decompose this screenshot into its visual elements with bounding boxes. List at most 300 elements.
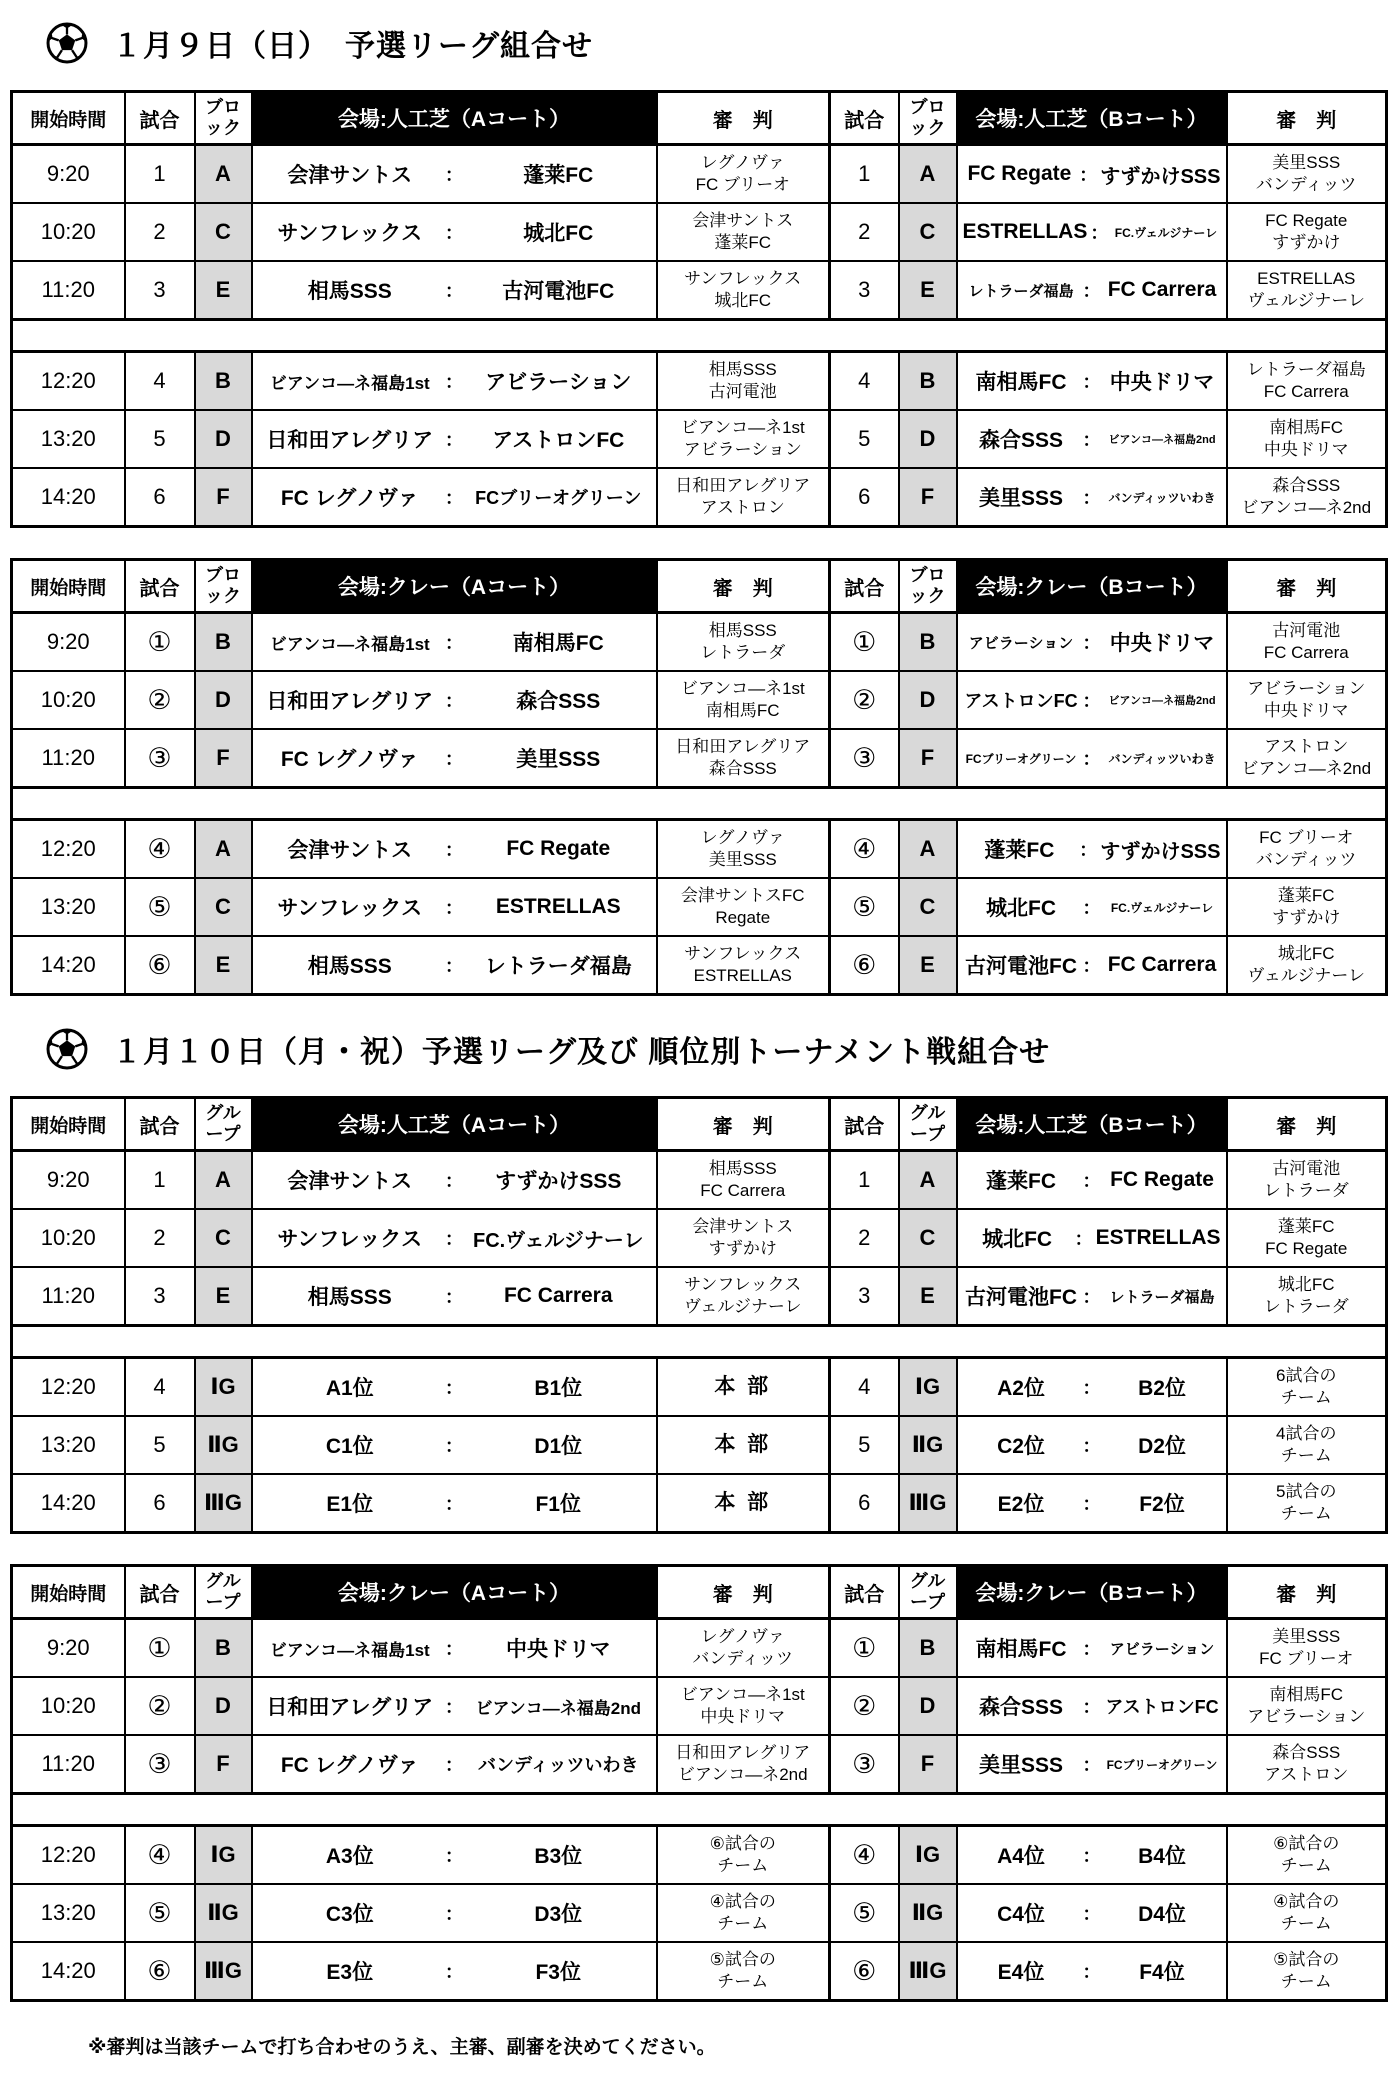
away-team: FC Carrera — [1107, 278, 1217, 301]
referee-cell — [1227, 1358, 1387, 1417]
away-team: D3位 — [534, 1903, 583, 1926]
match-number: 3 — [830, 261, 899, 320]
match-number: 4 — [830, 1358, 899, 1417]
referee-cell — [657, 820, 830, 879]
versus-colon: ： — [445, 898, 463, 918]
referee-name: 美里SSS — [1272, 1626, 1341, 1646]
start-time: 9:20 — [12, 613, 125, 672]
referee-cell — [1227, 1416, 1387, 1474]
block-label: D — [899, 1677, 957, 1735]
versus-colon: ： — [1074, 1229, 1093, 1249]
away-team: 古河電池FC — [502, 280, 615, 303]
spacer-row — [12, 1326, 1387, 1358]
col-header-start-time: 開始時間 — [12, 560, 125, 613]
versus-colon: ： — [445, 281, 463, 301]
match-number: ⑥ — [125, 936, 195, 995]
match-number: 6 — [830, 468, 899, 527]
soccer-ball-icon — [44, 20, 90, 66]
block-label: A — [195, 1151, 252, 1210]
referee-name: FC Regate — [1265, 1239, 1348, 1258]
match-number: ④ — [125, 1826, 195, 1885]
referee-name: 本 部 — [714, 1375, 772, 1399]
match-cell — [252, 1358, 657, 1417]
block-label: ⅠG — [899, 1358, 957, 1417]
start-time: 13:20 — [12, 1416, 125, 1474]
match-cell — [957, 1267, 1227, 1326]
referee-cell — [657, 352, 830, 411]
referee-cell — [1227, 878, 1387, 936]
versus-colon: ： — [1082, 1755, 1101, 1775]
versus-colon: ： — [445, 1639, 463, 1659]
home-team: 南相馬FC — [975, 1638, 1067, 1661]
away-team: 森合SSS — [516, 690, 601, 713]
referee-name: レトラーダ — [1263, 1181, 1349, 1200]
away-team: ビアンコ―ネ福島2nd — [1108, 434, 1216, 446]
referee-name: サンフレックス — [684, 268, 802, 288]
referee-name: ビアンコ―ネ1st — [680, 1684, 805, 1704]
block-label: ⅢG — [899, 1474, 957, 1533]
referee-name: ビアンコ―ネ2nd — [1241, 498, 1372, 517]
home-team: E3位 — [326, 1961, 374, 1984]
match-number: 6 — [125, 1474, 195, 1533]
referee-name: 美里SSS — [1272, 152, 1341, 172]
start-time: 10:20 — [12, 203, 125, 261]
match-cell — [252, 1677, 657, 1735]
away-team: ESTRELLAS — [1095, 1226, 1221, 1249]
away-team: ESTRELLAS — [495, 895, 621, 918]
match-number: 4 — [125, 352, 195, 411]
match-cell — [957, 1151, 1227, 1210]
versus-colon: ： — [1082, 281, 1101, 301]
col-header-venue-b: 会場:人工芝（Bコート） — [957, 92, 1227, 145]
versus-colon: ： — [445, 372, 463, 392]
referee-name: アストロン — [1264, 1765, 1349, 1784]
match-cell — [957, 613, 1227, 672]
match-cell — [957, 468, 1227, 527]
block-label: ⅢG — [195, 1474, 252, 1533]
referee-cell — [1227, 1942, 1387, 2001]
home-team: C3位 — [325, 1903, 374, 1926]
referee-cell — [657, 468, 830, 527]
versus-colon: ： — [445, 749, 463, 769]
referee-name: 会津サントス — [692, 210, 794, 230]
match-cell — [252, 613, 657, 672]
away-team: 南相馬FC — [512, 632, 604, 655]
home-team: アストロンFC — [964, 691, 1078, 711]
referee-name: アビラーション — [1247, 1707, 1366, 1726]
header-row — [12, 560, 1387, 613]
block-label: F — [195, 1735, 252, 1794]
home-team: 南相馬FC — [975, 371, 1067, 394]
referee-name: ビアンコ―ネ1st — [680, 678, 805, 698]
away-team: FC Carrera — [1107, 953, 1217, 976]
referee-name: 中央ドリマ — [1263, 440, 1349, 459]
col-header-block-b: ブロ ック — [899, 560, 957, 613]
home-team: A4位 — [997, 1845, 1045, 1868]
match-number: ③ — [125, 1735, 195, 1794]
home-team: 古河電池FC — [965, 955, 1077, 978]
home-team: 会津サントス — [287, 839, 413, 862]
block-label: E — [195, 1267, 252, 1326]
referee-name: チーム — [1280, 1972, 1332, 1991]
away-team: すずかけSSS — [1100, 840, 1221, 863]
block-label: F — [899, 729, 957, 788]
versus-colon: ： — [445, 1287, 463, 1307]
versus-colon: ： — [1082, 1171, 1101, 1191]
home-team: FC Regate — [967, 162, 1072, 185]
match-cell — [252, 352, 657, 411]
match-number: ② — [125, 671, 195, 729]
away-team: D1位 — [534, 1435, 583, 1458]
away-team: FCブリーオグリーン — [1106, 1757, 1218, 1772]
home-team: 日和田アレグリア — [266, 690, 434, 713]
match-number: 2 — [830, 203, 899, 261]
away-team: F1位 — [535, 1493, 581, 1516]
referee-name: レトラーダ福島 — [1246, 359, 1366, 379]
away-team: ビアンコ―ネ福島2nd — [475, 1698, 642, 1718]
referee-name: ビアンコ―ネ2nd — [1241, 759, 1372, 778]
match-number: ⑥ — [830, 936, 899, 995]
match-cell — [252, 1619, 657, 1678]
match-cell — [252, 410, 657, 468]
match-number: ③ — [830, 1735, 899, 1794]
referee-cell — [1227, 352, 1387, 411]
away-team: D4位 — [1138, 1903, 1186, 1926]
referee-name: 会津サントスFC — [680, 885, 805, 905]
home-team: 相馬SSS — [307, 955, 392, 978]
match-cell — [252, 1474, 657, 1533]
referee-cell — [657, 203, 830, 261]
col-header-block-a: グル ープ — [195, 1098, 252, 1151]
match-row — [12, 820, 1387, 879]
col-header-referee-b: 審 判 — [1227, 560, 1387, 613]
away-team: バンディッツいわき — [1108, 490, 1216, 505]
match-number: ⑥ — [125, 1942, 195, 2001]
header-row — [12, 1098, 1387, 1151]
referee-name: ヴェルジナーレ — [1247, 966, 1366, 985]
block-label: ⅠG — [899, 1826, 957, 1885]
start-time: 12:20 — [12, 1358, 125, 1417]
away-team: 蓬莱FC — [523, 164, 594, 187]
col-header-match-b: 試合 — [830, 1098, 899, 1151]
block-label: D — [899, 671, 957, 729]
block-label: ⅡG — [899, 1416, 957, 1474]
schedule-table-jan10-clay — [10, 1564, 1388, 2002]
match-number: 3 — [125, 1267, 195, 1326]
match-row — [12, 468, 1387, 527]
start-time: 12:20 — [12, 1826, 125, 1885]
versus-colon: ： — [1082, 1962, 1101, 1982]
block-label: E — [899, 1267, 957, 1326]
match-row — [12, 878, 1387, 936]
block-label: D — [195, 410, 252, 468]
referee-cell — [1227, 1677, 1387, 1735]
versus-colon: ： — [445, 633, 463, 653]
block-label: ⅡG — [195, 1416, 252, 1474]
versus-colon: ： — [1082, 372, 1101, 392]
match-number: ⑤ — [830, 1884, 899, 1942]
match-row — [12, 1942, 1387, 2001]
versus-colon: ： — [1082, 1846, 1101, 1866]
referee-name: 日和田アレグリア — [675, 475, 811, 495]
match-row — [12, 1416, 1387, 1474]
match-cell — [957, 1474, 1227, 1533]
match-number: 4 — [125, 1358, 195, 1417]
start-time: 9:20 — [12, 1619, 125, 1678]
referee-name: 城北FC — [1277, 1274, 1335, 1294]
referee-name: レトラーダ — [1263, 1297, 1349, 1316]
block-label: ⅢG — [899, 1942, 957, 2001]
start-time: 10:20 — [12, 671, 125, 729]
block-label: D — [899, 410, 957, 468]
section-title-text-jan9: １月９日（日） 予選リーグ組合せ — [112, 30, 593, 63]
match-number: 3 — [125, 261, 195, 320]
home-team: 古河電池FC — [965, 1286, 1077, 1309]
match-row — [12, 1209, 1387, 1267]
versus-colon: ： — [445, 1436, 463, 1456]
home-team: 森合SSS — [978, 429, 1064, 452]
col-header-venue-b: 会場:人工芝（Bコート） — [957, 1098, 1227, 1151]
match-cell — [957, 261, 1227, 320]
referee-name: ⑤試合の — [709, 1949, 776, 1969]
match-cell — [957, 352, 1227, 411]
referee-name: ビアンコ―ネ2nd — [677, 1765, 808, 1784]
referee-name: 相馬SSS — [708, 1158, 777, 1178]
header-row — [12, 92, 1387, 145]
spacer-row — [12, 320, 1387, 352]
versus-colon: ： — [445, 691, 463, 711]
match-cell — [957, 671, 1227, 729]
referee-name: ビアンコ―ネ1st — [680, 417, 805, 437]
referee-note: ※審判は当該チームで打ち合わせのうえ、主審、副審を決めてください。 — [88, 2037, 716, 2058]
away-team: すずかけSSS — [495, 1170, 622, 1193]
versus-colon: ： — [1082, 691, 1101, 711]
home-team: A1位 — [325, 1377, 374, 1400]
match-row — [12, 1677, 1387, 1735]
referee-name: チーム — [1280, 1914, 1332, 1933]
referee-cell — [657, 1151, 830, 1210]
col-header-referee-b: 審 判 — [1227, 1566, 1387, 1619]
home-team: C4位 — [997, 1903, 1045, 1926]
referee-name: FC ブリーオ — [1259, 1649, 1354, 1668]
away-team: B2位 — [1138, 1377, 1186, 1400]
match-cell — [957, 1826, 1227, 1885]
match-number: 5 — [830, 1416, 899, 1474]
start-time: 11:20 — [12, 261, 125, 320]
section-title-text-jan10: １月１０日（月・祝）予選リーグ及び 順位別トーナメント戦組合せ — [112, 1036, 1051, 1069]
referee-name: ⑥試合の — [709, 1833, 776, 1853]
referee-cell — [657, 1209, 830, 1267]
referee-cell — [1227, 613, 1387, 672]
referee-cell — [657, 1267, 830, 1326]
match-number: 4 — [830, 352, 899, 411]
home-team: 会津サントス — [287, 164, 413, 187]
start-time: 13:20 — [12, 878, 125, 936]
start-time: 12:20 — [12, 820, 125, 879]
referee-cell — [1227, 1267, 1387, 1326]
block-label: D — [195, 671, 252, 729]
versus-colon: ： — [445, 840, 463, 860]
match-number: ③ — [830, 729, 899, 788]
referee-name: 相馬SSS — [708, 620, 777, 640]
away-team: D2位 — [1138, 1435, 1186, 1458]
block-label: E — [899, 261, 957, 320]
versus-colon: ： — [445, 1697, 463, 1717]
match-number: ④ — [830, 820, 899, 879]
referee-cell — [657, 671, 830, 729]
versus-colon: ： — [445, 1962, 463, 1982]
match-row — [12, 145, 1387, 204]
home-team: 蓬莱FC — [984, 839, 1055, 862]
match-cell — [252, 936, 657, 995]
match-number: 1 — [830, 145, 899, 204]
away-team: FCブリーオグリーン — [475, 488, 642, 508]
block-label: A — [899, 820, 957, 879]
match-row — [12, 729, 1387, 788]
match-cell — [957, 1209, 1227, 1267]
away-team: FC Regate — [1110, 1168, 1214, 1191]
match-number: ② — [125, 1677, 195, 1735]
versus-colon: ： — [1082, 1697, 1101, 1717]
match-cell — [957, 936, 1227, 995]
referee-name: ESTRELLAS — [693, 966, 792, 985]
referee-cell — [657, 936, 830, 995]
away-team: FC.ヴェルジナーレ — [1114, 225, 1218, 240]
block-label: ⅡG — [899, 1884, 957, 1942]
schedule-table-jan10-turf — [10, 1096, 1388, 1534]
home-team: 日和田アレグリア — [266, 1696, 434, 1719]
match-cell — [252, 203, 657, 261]
referee-name: レグノヴァ — [700, 1626, 785, 1646]
referee-name: アビラーション — [683, 440, 802, 459]
referee-name: 4試合の — [1276, 1423, 1337, 1443]
referee-name: 古河電池 — [708, 382, 777, 401]
referee-name: ⑤試合の — [1273, 1949, 1340, 1969]
referee-cell — [657, 410, 830, 468]
referee-name: FC Carrera — [700, 1181, 786, 1200]
home-team: C2位 — [997, 1435, 1045, 1458]
referee-name: アストロン — [700, 498, 785, 517]
match-row — [12, 1884, 1387, 1942]
referee-name: すずかけ — [1272, 908, 1341, 927]
block-label: E — [195, 936, 252, 995]
match-cell — [957, 1416, 1227, 1474]
away-team: FC Regate — [506, 837, 611, 860]
referee-name: ④試合の — [1273, 1891, 1340, 1911]
referee-name: 美里SSS — [708, 850, 777, 869]
match-row — [12, 261, 1387, 320]
referee-name: アビラーション — [1247, 678, 1366, 698]
match-cell — [252, 1267, 657, 1326]
block-label: A — [899, 145, 957, 204]
col-header-referee-a: 審 判 — [657, 1566, 830, 1619]
referee-name: Regate — [715, 908, 771, 927]
match-cell — [957, 820, 1227, 879]
versus-colon: ： — [1082, 430, 1101, 450]
block-label: B — [899, 613, 957, 672]
referee-name: 会津サントス — [692, 1216, 794, 1236]
match-row — [12, 613, 1387, 672]
home-team: 美里SSS — [978, 487, 1064, 510]
home-team: サンフレックス — [277, 897, 423, 920]
col-header-start-time: 開始時間 — [12, 1098, 125, 1151]
referee-name: チーム — [1280, 1504, 1332, 1523]
col-header-block-b: グル ープ — [899, 1566, 957, 1619]
start-time: 11:20 — [12, 1267, 125, 1326]
referee-cell — [1227, 936, 1387, 995]
spacer-row — [12, 1794, 1387, 1826]
match-cell — [957, 1735, 1227, 1794]
referee-name: バンディッツ — [1255, 850, 1357, 869]
match-cell — [252, 145, 657, 204]
away-team: B1位 — [534, 1377, 583, 1400]
home-team: FCブリーオグリーン — [965, 751, 1077, 766]
versus-colon: ： — [445, 165, 463, 185]
match-number: ① — [830, 613, 899, 672]
block-label: B — [899, 1619, 957, 1678]
match-number: ① — [830, 1619, 899, 1678]
match-number: 6 — [125, 468, 195, 527]
col-header-venue-a: 会場:クレー（Aコート） — [252, 1566, 657, 1619]
referee-cell — [657, 878, 830, 936]
home-team: FC レグノヴァ — [280, 748, 419, 771]
versus-colon: ： — [1079, 840, 1098, 860]
match-row — [12, 1151, 1387, 1210]
match-number: 2 — [125, 1209, 195, 1267]
match-number: ⑤ — [125, 1884, 195, 1942]
col-header-venue-b: 会場:クレー（Bコート） — [957, 560, 1227, 613]
col-header-start-time: 開始時間 — [12, 92, 125, 145]
referee-name: ヴェルジナーレ — [1247, 291, 1366, 310]
match-cell — [252, 1826, 657, 1885]
away-team: レトラーダ福島 — [1109, 1288, 1215, 1306]
block-label: B — [195, 613, 252, 672]
home-team: C1位 — [325, 1435, 374, 1458]
versus-colon: ： — [1082, 1494, 1101, 1514]
match-cell — [252, 1942, 657, 2001]
match-number: ② — [830, 671, 899, 729]
versus-colon: ： — [1079, 165, 1098, 185]
match-cell — [252, 468, 657, 527]
away-team: F4位 — [1139, 1961, 1185, 1984]
match-cell — [252, 878, 657, 936]
start-time: 10:20 — [12, 1677, 125, 1735]
col-header-block-a: ブロ ック — [195, 560, 252, 613]
referee-cell — [1227, 729, 1387, 788]
match-row — [12, 203, 1387, 261]
block-label: C — [195, 203, 252, 261]
page — [0, 20, 1395, 2059]
match-number: ⑤ — [125, 878, 195, 936]
referee-name: FC Carrera — [1263, 382, 1349, 401]
section-title-jan9 — [44, 20, 1395, 66]
match-row — [12, 1267, 1387, 1326]
col-header-match-a: 試合 — [125, 1566, 195, 1619]
match-number: ④ — [125, 820, 195, 879]
match-cell — [957, 1884, 1227, 1942]
away-team: FC Carrera — [503, 1284, 613, 1307]
referee-name: 古河電池 — [1272, 1158, 1341, 1178]
block-label: B — [899, 352, 957, 411]
referee-name: すずかけ — [1272, 233, 1341, 252]
referee-cell — [657, 1619, 830, 1678]
block-label: C — [899, 1209, 957, 1267]
start-time: 13:20 — [12, 410, 125, 468]
block-label: F — [195, 729, 252, 788]
match-number: 2 — [830, 1209, 899, 1267]
soccer-ball-icon — [44, 1026, 90, 1072]
referee-cell — [1227, 261, 1387, 320]
